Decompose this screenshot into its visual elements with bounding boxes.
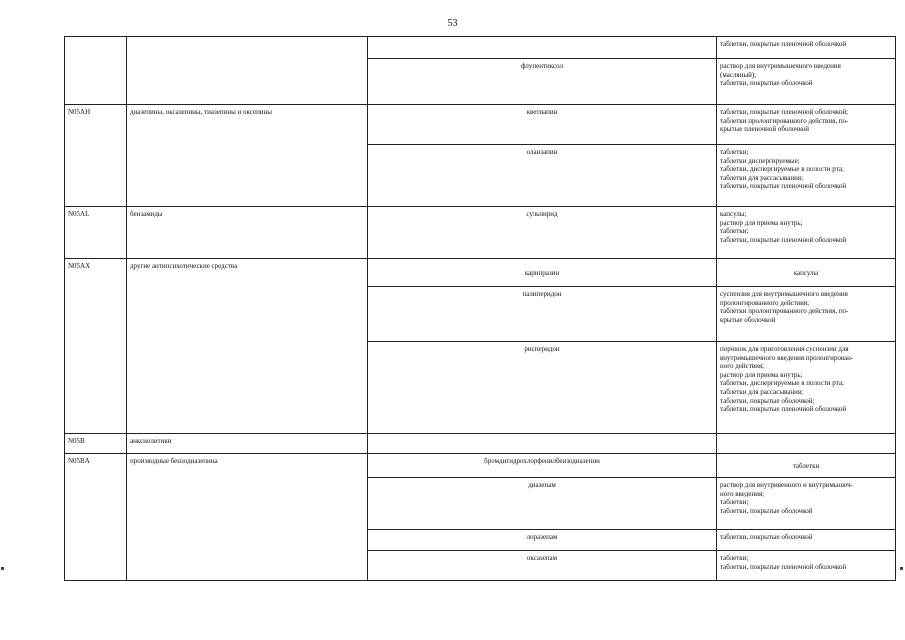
dosage-form-cell: суспензия для внутримышечного введения пролонгированного действия; таблетки пролонгированного действия, по- крытые оболочкой [717, 287, 896, 342]
drug-cell: оксазепам [368, 551, 717, 581]
atc-code-cell [65, 37, 127, 105]
dosage-form-cell: таблетки; таблетки, покрытые пленочной оболочкой [717, 551, 896, 581]
atc-code-cell: N05B [65, 434, 127, 454]
dosage-form-cell: раствор для внутримышечного введения (масляный); таблетки, покрытые оболочкой [717, 59, 896, 105]
drug-cell: бромдигидрохлорфенилбензодиазепин [368, 454, 717, 478]
drug-cell: лоразепам [368, 530, 717, 551]
dosage-form-cell: таблетки; таблетки диспергируемые; таблетки, диспергируемые в полости рта; таблетки для рассасывания; таблетки, покрытые пленочной оболочкой [717, 145, 896, 207]
table-row [65, 207, 896, 259]
dosage-form-cell: таблетки [717, 454, 896, 478]
drug-table [64, 36, 896, 581]
dosage-form-cell: порошок для приготовления суспензии для внутримышечного введения пролонгирован- ного действия; раствор для приема внутрь; таблетки, диспергируемые в полости рта; таблетки для рассасывания; таблетки, покрытые оболочкой; таблетки, покрытые пленочной оболочкой [717, 342, 896, 434]
table-row [65, 37, 896, 59]
drug-cell [368, 434, 717, 454]
dosage-form-cell: таблетки, покрытые пленочной оболочкой; таблетки пролонгированного действия, по- крытые пленочной оболочкой [717, 105, 896, 145]
drug-cell: диазепам [368, 478, 717, 530]
drug-cell: оланзапин [368, 145, 717, 207]
page-number: 53 [447, 18, 458, 29]
atc-code-cell: N05AH [65, 105, 127, 207]
dosage-form-cell [717, 434, 896, 454]
dosage-form-cell: капсулы; раствор для приема внутрь; таблетки; таблетки, покрытые пленочной оболочкой [717, 207, 896, 259]
dosage-form-cell: таблетки, покрытые оболочкой [717, 530, 896, 551]
left-scan-mark [1, 567, 4, 570]
drug-cell: кветиапин [368, 105, 717, 145]
group-cell: диазепины, оксазепины, тиазепины и оксепины [127, 105, 368, 207]
group-cell [127, 37, 368, 105]
group-cell: анксиолитики [127, 434, 368, 454]
atc-code-cell: N05AX [65, 259, 127, 434]
table-row [65, 434, 896, 454]
drug-cell: сульпирид [368, 207, 717, 259]
atc-code-cell: N05BA [65, 454, 127, 581]
drug-cell: палиперидон [368, 287, 717, 342]
right-scan-mark [900, 567, 903, 570]
dosage-form-cell: капсулы [717, 259, 896, 287]
dosage-form-cell: раствор для внутривенного и внутримышеч- ного введения; таблетки; таблетки, покрытые оболочкой [717, 478, 896, 530]
group-cell: другие антипсихотические средства [127, 259, 368, 434]
group-cell: бензамиды [127, 207, 368, 259]
table-row [65, 259, 896, 287]
drug-cell [368, 37, 717, 59]
table-row [65, 454, 896, 478]
drug-cell: карипразин [368, 259, 717, 287]
dosage-form-cell: таблетки, покрытые пленочной оболочкой [717, 37, 896, 59]
table-row [65, 105, 896, 145]
group-cell: производные бензодиазепина [127, 454, 368, 581]
atc-code-cell: N05AL [65, 207, 127, 259]
drug-cell: флупентиксол [368, 59, 717, 105]
drug-cell: рисперидон [368, 342, 717, 434]
